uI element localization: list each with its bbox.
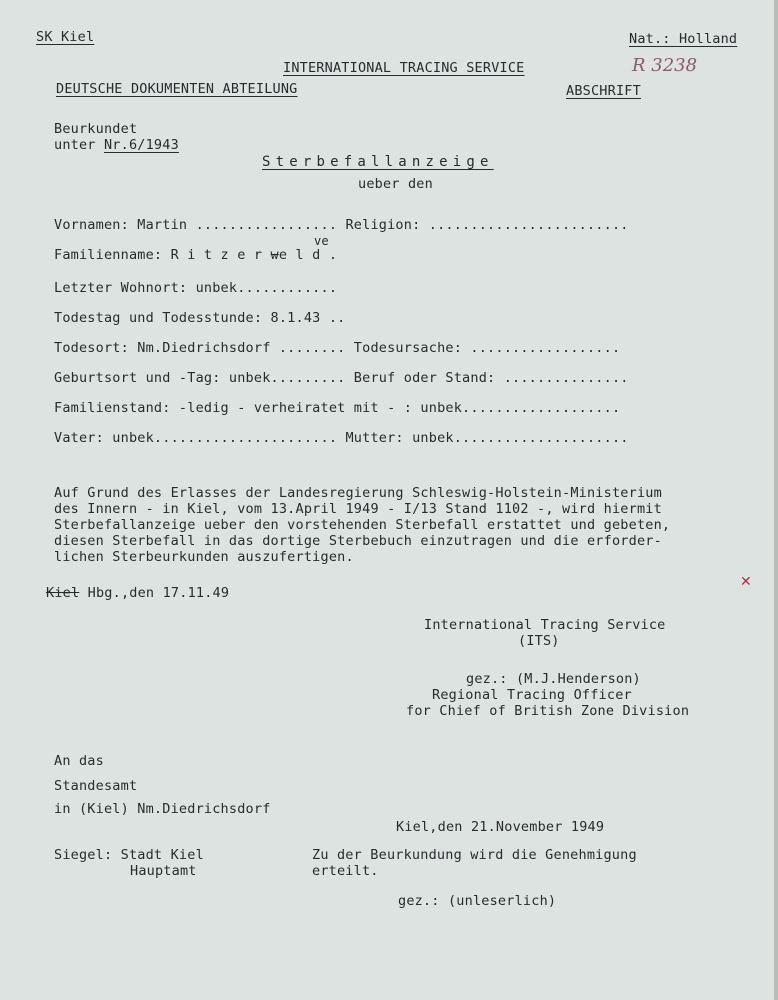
field-todesort: Todesort: Nm.Diedrichsdorf ........ Todesursache: .................. xyxy=(54,340,621,356)
body-line-2: des Innern - in Kiel, vom 13.April 1949 - I/13 Stand 1102 -, wird hiermit xyxy=(54,501,662,517)
familienname-suffix: e l d . xyxy=(278,247,338,263)
body-line-5: lichen Sterbeurkunden auszufertigen. xyxy=(54,549,354,565)
sig-org: International Tracing Service xyxy=(424,617,666,633)
document-subtitle: ueber den xyxy=(358,176,433,192)
address-line-1: An das xyxy=(54,753,104,769)
place-struck: Kiel xyxy=(46,585,80,601)
field-vornamen: Vornamen: Martin ................. Religion: ........................ xyxy=(54,217,629,233)
page-edge-shadow xyxy=(774,0,778,1000)
field-eltern: Vater: unbek...................... Mutter: unbek..................... xyxy=(54,430,629,446)
field-todestag: Todestag und Todesstunde: 8.1.43 .. xyxy=(54,310,346,326)
body-line-3: Sterbefallanzeige ueber den vorstehenden Sterbefall erstattet und gebeten, xyxy=(54,517,671,533)
siegel-line-1: Siegel: Stadt Kiel xyxy=(54,847,204,863)
nationality-label: Nat.: Holland xyxy=(629,31,738,47)
place-date-rest: Hbg.,den 17.11.49 xyxy=(79,585,230,601)
department-label: DEUTSCHE DOKUMENTEN ABTEILUNG xyxy=(56,81,298,97)
address-line-3: in (Kiel) Nm.Diedrichsdorf xyxy=(54,801,271,817)
field-familienstand: Familienstand: -ledig - verheiratet mit - : unbek................... xyxy=(54,400,621,416)
approval-line-1: Zu der Beurkundung wird die Genehmigung xyxy=(312,847,637,863)
body-line-1: Auf Grund des Erlasses der Landesregierung Schleswig-Holstein-Ministerium xyxy=(54,485,662,501)
abschrift-label: ABSCHRIFT xyxy=(566,83,641,99)
place-date xyxy=(46,585,229,601)
familienname-struck: w xyxy=(270,247,279,263)
field-wohnort: Letzter Wohnort: unbek............ xyxy=(54,280,338,296)
sig-gez: gez.: (M.J.Henderson) xyxy=(466,671,641,687)
beurkundet-prefix: unter xyxy=(54,137,104,153)
field-familienname xyxy=(54,247,337,263)
beurkundet-nr: Nr.6/1943 xyxy=(103,137,179,153)
approval-line-2: erteilt. xyxy=(312,863,379,879)
body-line-4: diesen Sterbefall in das dortige Sterbebuch einzutragen und die erforder- xyxy=(54,533,662,549)
field-geburtsort: Geburtsort und -Tag: unbek......... Beruf oder Stand: ............... xyxy=(54,370,629,386)
final-gez: gez.: (unleserlich) xyxy=(398,893,557,909)
red-check-mark: ✕ xyxy=(740,574,752,590)
familienname-correction: ve xyxy=(314,234,329,248)
kiel-date: Kiel,den 21.November 1949 xyxy=(396,819,605,835)
siegel-line-2: Hauptamt xyxy=(130,863,197,879)
sk-label: SK Kiel xyxy=(36,29,95,45)
org-title: INTERNATIONAL TRACING SERVICE xyxy=(283,60,525,76)
handwritten-reference: R 3238 xyxy=(632,55,698,76)
familienname-prefix: Familienname: R i t z e r xyxy=(54,247,271,263)
sig-title: Regional Tracing Officer xyxy=(432,687,632,703)
sig-its: (ITS) xyxy=(518,633,560,649)
beurkundet-label: Beurkundet xyxy=(54,121,138,137)
address-line-2: Standesamt xyxy=(54,778,138,794)
beurkundet-nr-line xyxy=(54,137,179,153)
document-title: Sterbefallanzeige xyxy=(262,154,494,170)
sig-division: for Chief of British Zone Division xyxy=(406,703,690,719)
